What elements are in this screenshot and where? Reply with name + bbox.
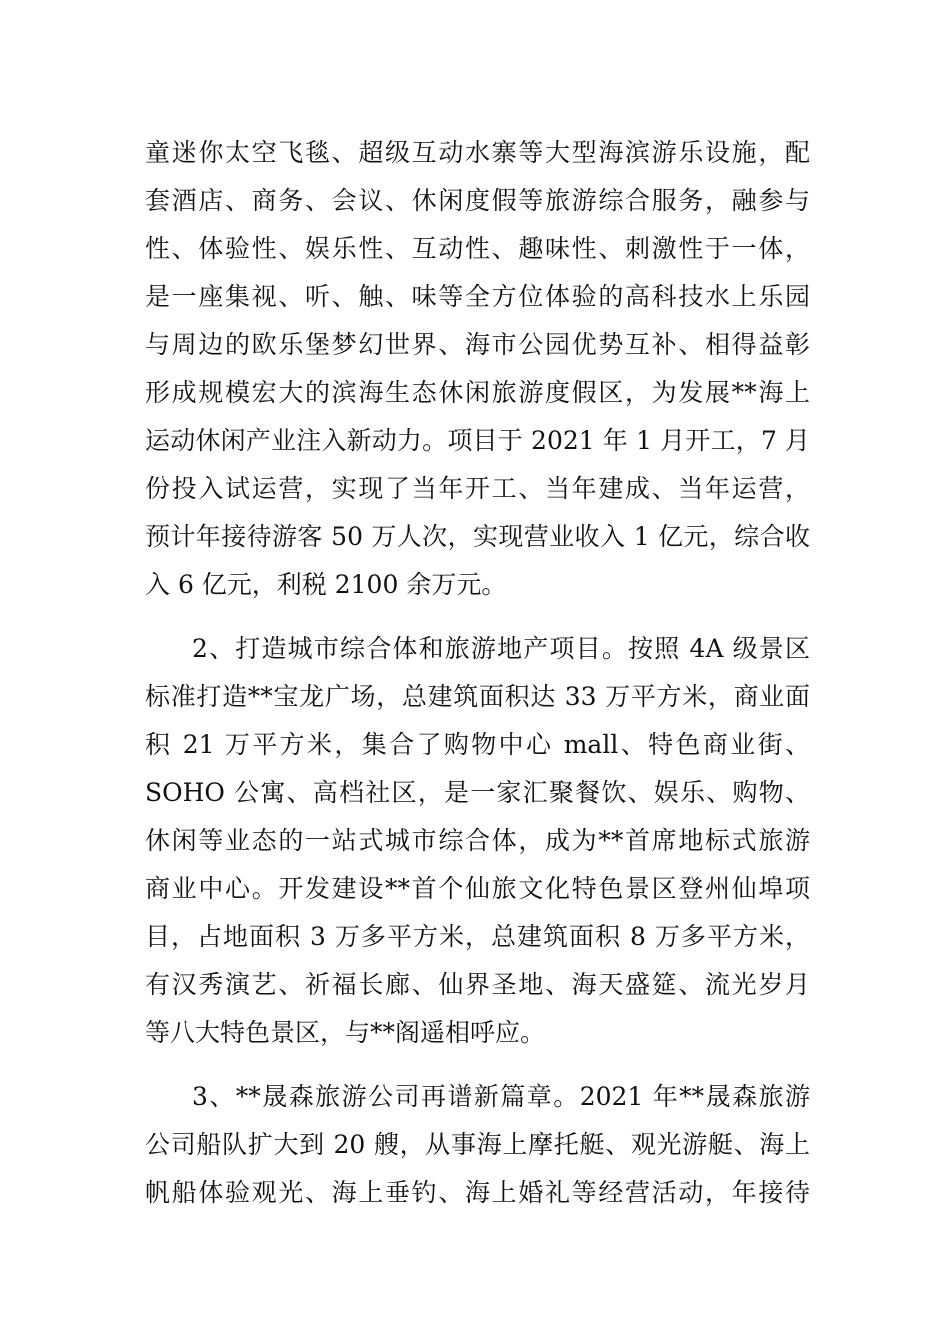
paragraph-line: 形成规模宏大的滨海生态休闲旅游度假区，为发展**海上 xyxy=(145,378,810,407)
paragraph-line: 性、体验性、娱乐性、互动性、趣味性、刺激性于一体， xyxy=(145,234,810,263)
paragraph-line: 标准打造**宝龙广场，总建筑面积达 33 万平方米，商业面 xyxy=(145,682,810,711)
paragraph-line: 套酒店、商务、会议、休闲度假等旅游综合服务，融参与 xyxy=(145,186,810,215)
paragraph-last-line: 入 6 亿元，利税 2100 余万元。 xyxy=(145,570,507,599)
paragraph-line: 预计年接待游客 50 万人次，实现营业收入 1 亿元，综合收 xyxy=(145,522,810,551)
paragraph-line: 有汉秀演艺、祈福长廊、仙界圣地、海天盛筵、流光岁月 xyxy=(145,970,810,999)
paragraph-first-line: 2、打造城市综合体和旅游地产项目。按照 4A 级景区 xyxy=(192,634,810,663)
paragraph-last-line: 等八大特色景区，与**阁遥相呼应。 xyxy=(145,1018,546,1047)
paragraph-line: 运动休闲产业注入新动力。项目于 2021 年 1 月开工，7 月 xyxy=(145,426,810,455)
paragraph-line: 与周边的欧乐堡梦幻世界、海市公园优势互补、相得益彰 xyxy=(145,330,810,359)
paragraph-line: 目，占地面积 3 万多平方米，总建筑面积 8 万多平方米， xyxy=(145,922,810,951)
paragraph-line: 积 21 万平方米，集合了购物中心 mall、特色商业街、 xyxy=(145,730,810,759)
paragraph-line: 童迷你太空飞毯、超级互动水寨等大型海滨游乐设施，配 xyxy=(145,138,810,167)
paragraph-line: 帆船体验观光、海上垂钓、海上婚礼等经营活动，年接待 xyxy=(145,1178,810,1207)
paragraph-line: 商业中心。开发建设**首个仙旅文化特色景区登州仙埠项 xyxy=(145,874,810,903)
paragraph-line: 是一座集视、听、触、味等全方位体验的高科技水上乐园 xyxy=(145,282,810,311)
paragraph-line: 公司船队扩大到 20 艘，从事海上摩托艇、观光游艇、海上 xyxy=(145,1130,810,1159)
paragraph-line: SOHO 公寓、高档社区，是一家汇聚餐饮、娱乐、购物、 xyxy=(145,778,810,807)
paragraph-first-line: 3、**晟森旅游公司再谱新篇章。2021 年**晟森旅游 xyxy=(192,1082,810,1111)
paragraph-line: 休闲等业态的一站式城市综合体，成为**首席地标式旅游 xyxy=(145,826,810,855)
paragraph-line: 份投入试运营，实现了当年开工、当年建成、当年运营， xyxy=(145,474,810,503)
